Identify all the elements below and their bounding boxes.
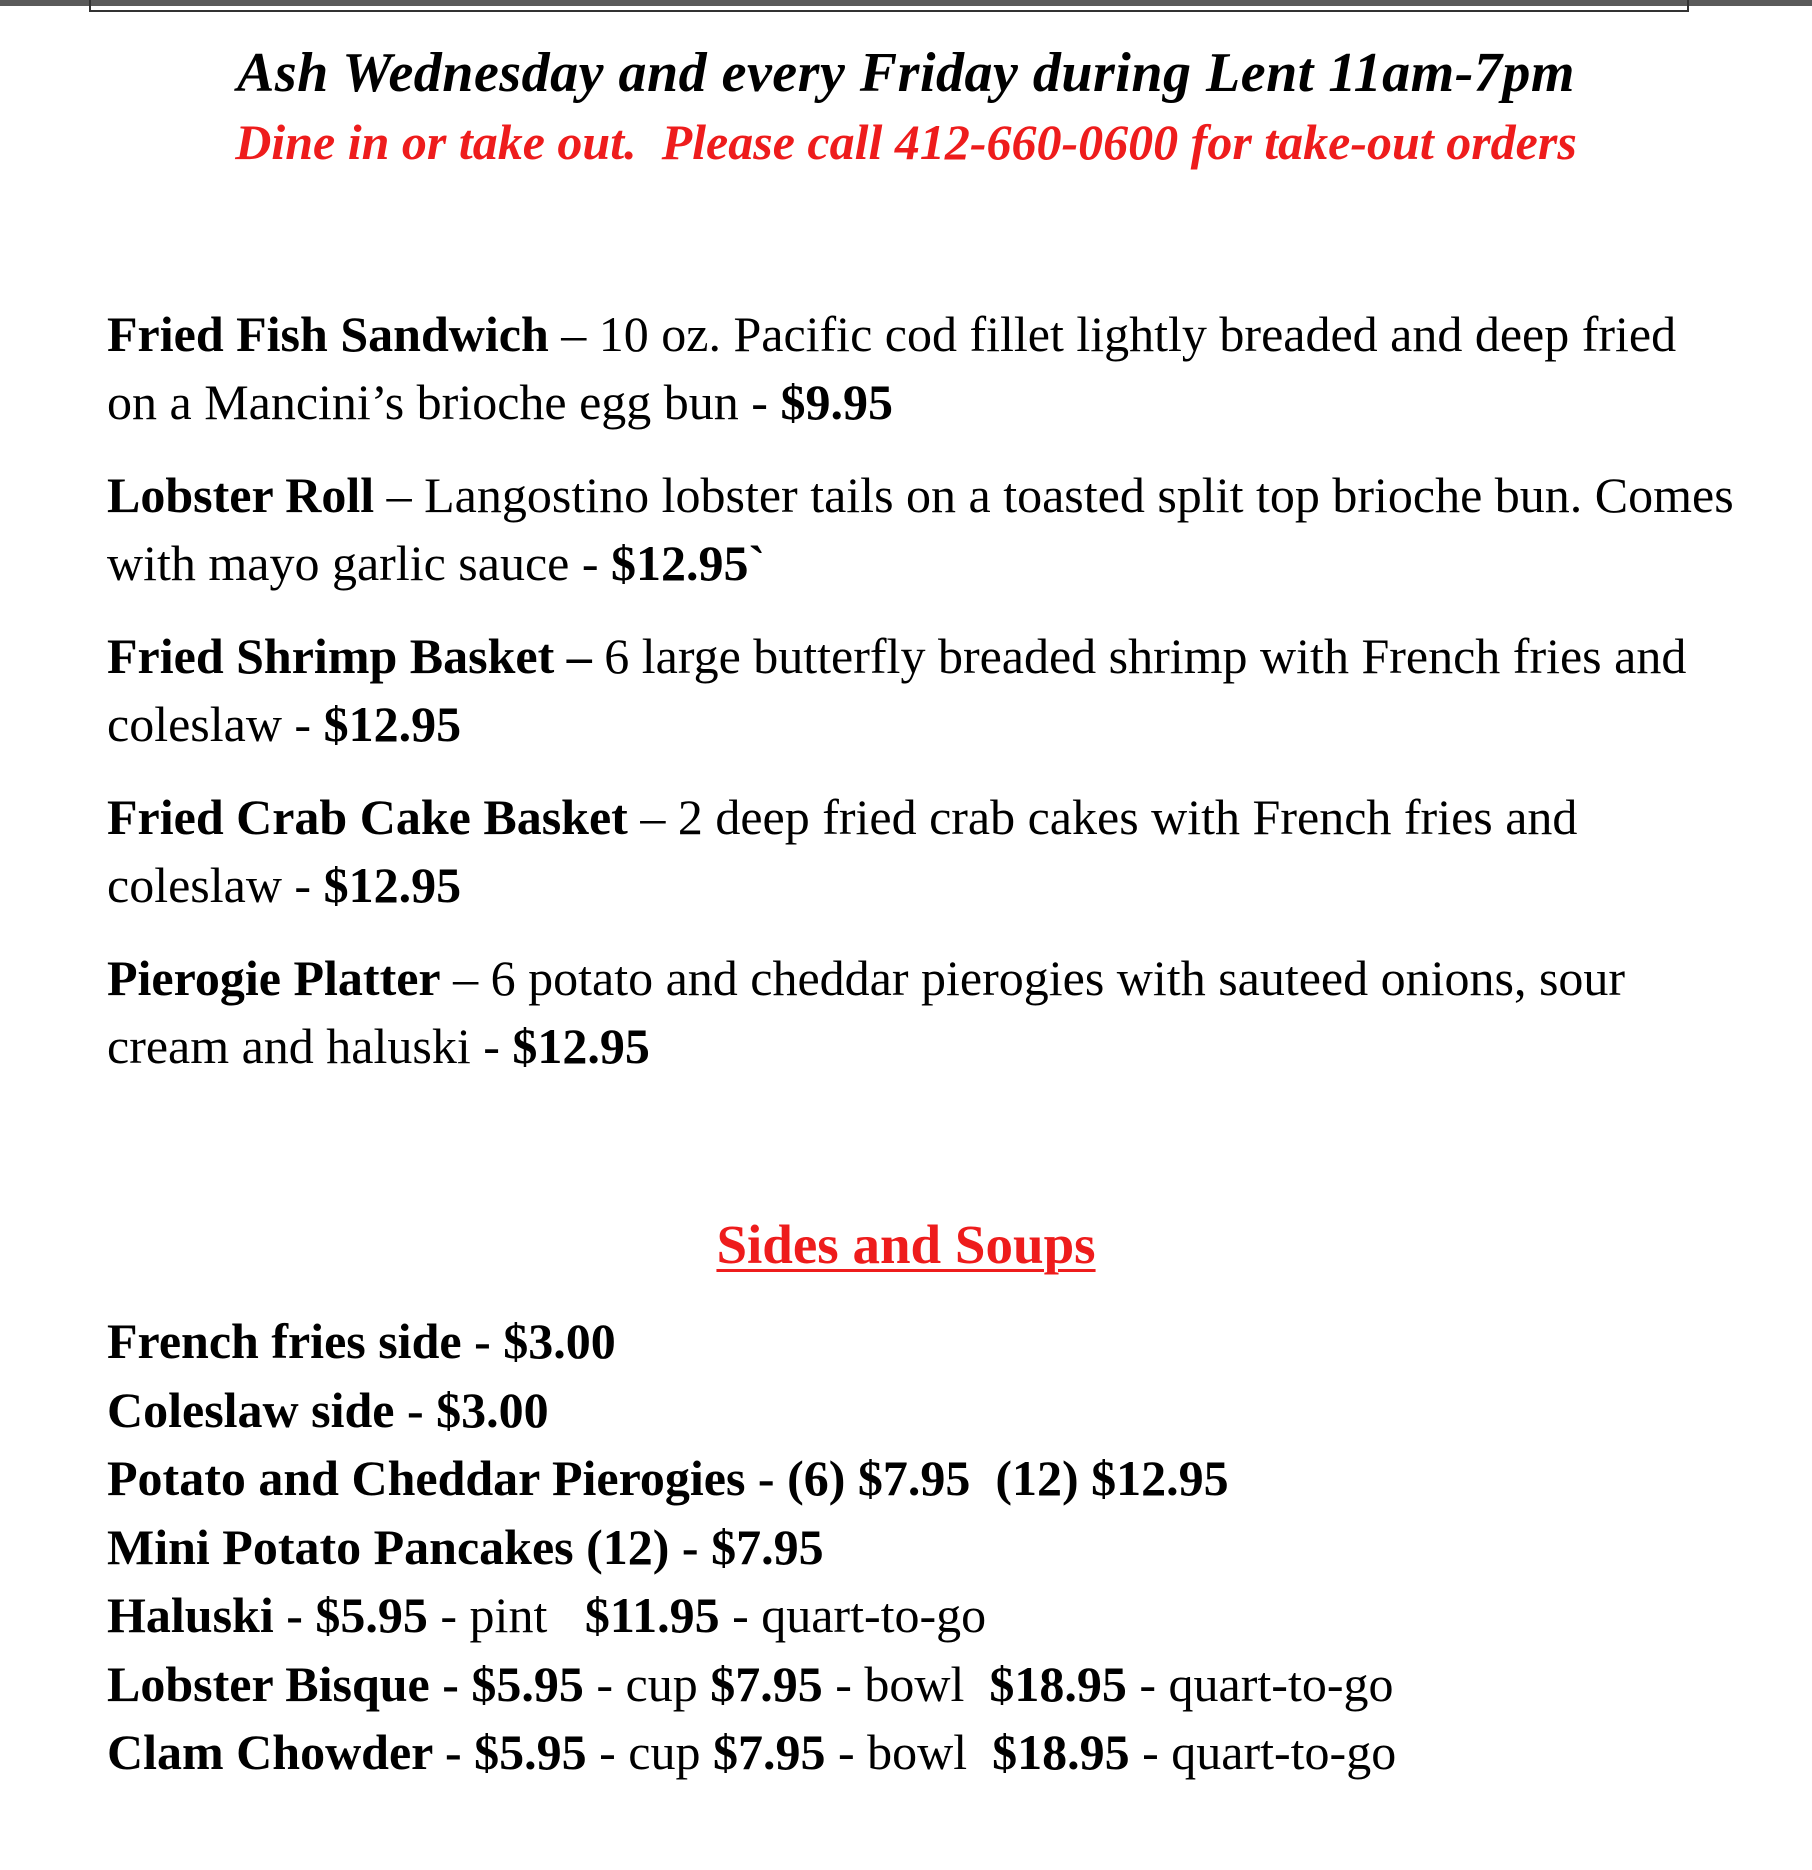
menu-list (107, 300, 1737, 1105)
item-separator: – (627, 789, 678, 845)
item-price: $12.95 (323, 696, 462, 752)
item-separator: – (374, 467, 425, 523)
side-item (107, 1513, 1737, 1582)
side-item-text: - pint (427, 1587, 585, 1643)
item-name: Fried Fish Sandwich (107, 306, 549, 362)
side-item-text: - bowl (825, 1724, 993, 1780)
side-item-text: - quart-to-go (719, 1587, 987, 1643)
side-item-bold-text: Coleslaw side - $3.00 (107, 1381, 549, 1438)
side-item-text: - quart-to-go (1126, 1655, 1394, 1712)
side-item-text: - cup (586, 1724, 713, 1780)
item-price: $9.95 (780, 374, 893, 430)
side-item-text: - bowl (822, 1655, 990, 1712)
side-item-bold-text: Potato and Cheddar Pierogies - (6) $7.95 (12) $12.95 (107, 1450, 1229, 1506)
side-item (107, 1581, 1737, 1650)
item-separator: – (440, 950, 491, 1006)
menu-item (107, 622, 1737, 758)
side-item (107, 1650, 1737, 1719)
menu-item (107, 944, 1737, 1080)
side-item-text: - cup (583, 1655, 711, 1712)
item-name: Fried Shrimp Basket – (107, 628, 605, 684)
item-description: 10 oz. Pacific cod fillet lightly breaded and deep fried on a Mancini’s brioche egg bun - (107, 306, 1677, 430)
side-item-bold-text: Lobster Bisque - $5.95 (107, 1655, 584, 1712)
side-item (107, 1307, 1737, 1376)
side-item-bold-text: Haluski - $5.95 (107, 1587, 428, 1643)
item-price: $12.95 (323, 857, 462, 913)
item-description: 2 deep fried crab cakes with French fries and coleslaw - (107, 789, 1578, 913)
item-price: $12.95 (512, 1018, 650, 1074)
item-description: 6 potato and cheddar pierogies with sauteed onions, sour cream and haluski - (107, 950, 1626, 1074)
item-price: $12.95` (610, 535, 766, 591)
item-name: Fried Crab Cake Basket (107, 789, 628, 845)
item-description: 6 large butterfly breaded shrimp with French fries and coleslaw - (107, 628, 1687, 752)
menu-item (107, 461, 1737, 597)
side-item-bold-text: French fries side - $3.00 (107, 1313, 616, 1369)
side-item-bold-text: Mini Potato Pancakes (12) - $7.95 (107, 1518, 824, 1575)
menu-item (107, 300, 1737, 436)
side-item-text: - quart-to-go (1129, 1724, 1397, 1780)
sides-list (107, 1307, 1737, 1787)
item-description: Langostino lobster tails on a toasted split top brioche bun. Comes with mayo garlic sauce - (107, 467, 1734, 591)
side-item (107, 1376, 1737, 1445)
item-separator: – (548, 306, 599, 362)
header-box-frame (89, 0, 1689, 12)
item-name: Pierogie Platter (107, 950, 441, 1006)
side-item-bold-text: $18.95 (992, 1724, 1130, 1780)
side-item (107, 1718, 1737, 1787)
side-item-bold-text: $18.95 (989, 1655, 1127, 1712)
sides-section-title: Sides and Soups (716, 1214, 1096, 1275)
side-item-bold-text: $7.95 (712, 1724, 826, 1780)
side-item-bold-text: $11.95 (584, 1587, 720, 1643)
takeout-notice: Dine in or take out. Please call 412-660-0600 for take-out orders (235, 114, 1577, 170)
hours-heading: Ash Wednesday and every Friday during Lent 11am-7pm (237, 42, 1575, 104)
side-item (107, 1444, 1737, 1513)
menu-item (107, 783, 1737, 919)
side-item-bold-text: $7.95 (710, 1655, 823, 1712)
side-item-bold-text: Clam Chowder - $5.95 (107, 1724, 587, 1780)
item-name: Lobster Roll (107, 467, 375, 523)
